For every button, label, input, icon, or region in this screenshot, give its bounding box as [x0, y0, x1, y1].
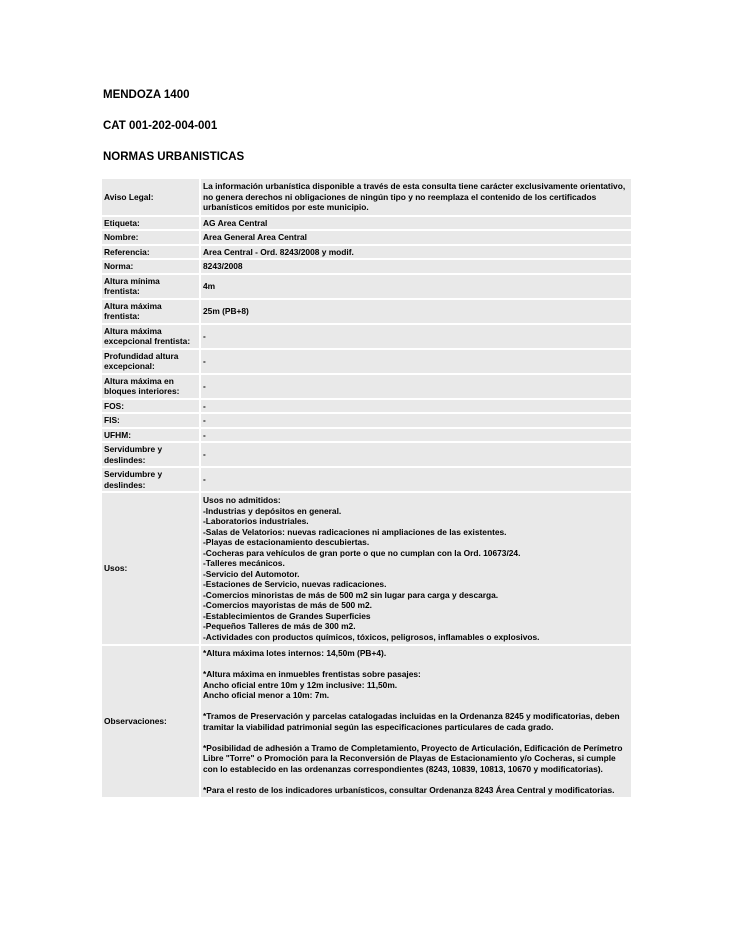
row-label: Profundidad altura excepcional: [102, 350, 199, 373]
section-title: NORMAS URBANISTICAS [103, 151, 245, 163]
table-row-fos [102, 400, 631, 413]
row-value: - [201, 468, 631, 491]
table-row-max-height [102, 300, 631, 323]
row-label: Usos: [102, 493, 199, 644]
row-value: - [201, 375, 631, 398]
row-value: Area Central - Ord. 8243/2008 y modif. [201, 246, 631, 259]
row-value: *Altura máxima lotes internos: 14,50m (PB+4). *Altura máxima en inmuebles frentistas sobre pasajes: Ancho oficial entre 10m y 12m inclusive: 11,50m. Ancho oficial menor a 10m: 7m. *Tramos de Preservación y parcelas catalogadas incluidas en la Ordenanza 8245 y modificatorias, deben tramitar la viabilidad patrimonial según las especificaciones particulares de cada grado. *Posibilidad de adhesión a Tramo de Completamiento, Proyecto de Articulación, Edificación de Perímetro Libre "Torre" o Promoción para la Reconversión de Playas de Estacionamiento y/o Cocheras, si cumple con lo establecido en las ordenanzas correspondientes (8243, 10839, 10813, 10670 y modificatorias). *Para el resto de los indicadores urbanísticos, consultar Ordenanza 8243 Área Central y modificatorias. [201, 646, 631, 797]
row-label: Etiqueta: [102, 217, 199, 230]
row-value: - [201, 443, 631, 466]
table-row-observations [102, 646, 631, 797]
row-label: Nombre: [102, 231, 199, 244]
row-label: Servidumbre y deslindes: [102, 443, 199, 466]
table-row-min-height [102, 275, 631, 298]
table-row-exceptional-depth [102, 350, 631, 373]
table-row-easement-1 [102, 443, 631, 466]
row-value: 4m [201, 275, 631, 298]
table-row-uses [102, 493, 631, 644]
table-row-exceptional-height [102, 325, 631, 348]
table-row-ufhm [102, 429, 631, 442]
row-value: - [201, 400, 631, 413]
norms-table [100, 177, 633, 799]
row-label: Norma: [102, 260, 199, 273]
address-heading: MENDOZA 1400 [103, 89, 190, 101]
row-label: Altura máxima en bloques interiores: [102, 375, 199, 398]
table-row-fis [102, 414, 631, 427]
row-value: - [201, 414, 631, 427]
row-label: Altura máxima excepcional frentista: [102, 325, 199, 348]
row-value: Area General Area Central [201, 231, 631, 244]
row-label: Altura máxima frentista: [102, 300, 199, 323]
table-row-norm [102, 260, 631, 273]
row-value: Usos no admitidos: -Industrias y depósitos en general. -Laboratorios industriales. -Salas de Velatorios: nuevas radicaciones ni ampliaciones de las existentes. -Playas de estacionamiento descubiertas. -Cocheras para vehículos de gran porte o que no cumplan con la Ord. 10673/24. -Talleres mecánicos. -Servicio del Automotor. -Estaciones de Servicio, nuevas radicaciones. -Comercios minoristas de más de 500 m2 sin lugar para carga y descarga. -Comercios mayoristas de más de 500 m2. -Establecimientos de Grandes Superficies -Pequeños Talleres de más de 300 m2. -Actividades con productos químicos, tóxicos, peligrosos, inflamables o explosivos. [201, 493, 631, 644]
row-value: - [201, 325, 631, 348]
row-value: 8243/2008 [201, 260, 631, 273]
cadastre-heading: CAT 001-202-004-001 [103, 120, 218, 132]
table-row-name [102, 231, 631, 244]
row-label: Referencia: [102, 246, 199, 259]
row-value: AG Area Central [201, 217, 631, 230]
row-value: - [201, 350, 631, 373]
table-row-reference [102, 246, 631, 259]
table-row-easement-2 [102, 468, 631, 491]
row-value: La información urbanística disponible a través de esta consulta tiene carácter exclusivamente orientativo, no genera derechos ni obligaciones de ningún tipo y no reemplaza el contenido de los certificados urbanísticos emitidos por este municipio. [201, 179, 631, 215]
row-label: FOS: [102, 400, 199, 413]
row-label: Altura mínima frentista: [102, 275, 199, 298]
row-value: - [201, 429, 631, 442]
row-label: Servidumbre y deslindes: [102, 468, 199, 491]
row-label: Aviso Legal: [102, 179, 199, 215]
table-row-legal-notice [102, 179, 631, 215]
table-row-interior-height [102, 375, 631, 398]
table-row-tag [102, 217, 631, 230]
row-label: Observaciones: [102, 646, 199, 797]
row-label: FIS: [102, 414, 199, 427]
row-label: UFHM: [102, 429, 199, 442]
row-value: 25m (PB+8) [201, 300, 631, 323]
